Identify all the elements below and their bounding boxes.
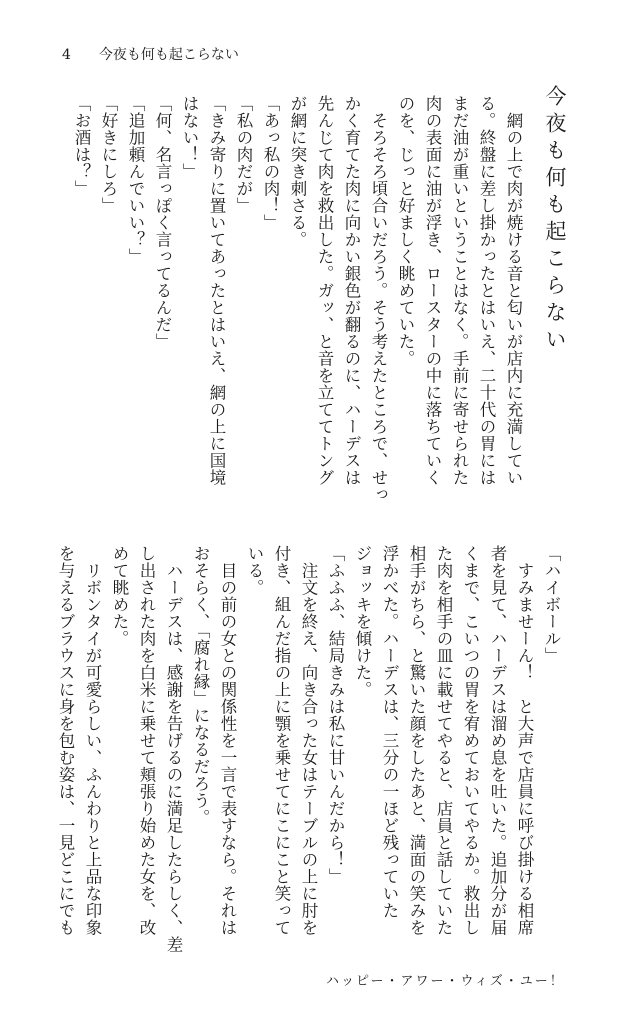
text-line: 「私の肉だが」 (234, 95, 253, 214)
text-line: リボンタイが可愛らしい、ふんわりと上品な印象 (83, 545, 102, 936)
text-line: 付き、組んだ指の上に顎を乗せてにこにこと笑って (272, 545, 291, 936)
text-line: る。終盤に差し掛かったとはいえ、二十代の胃には (477, 95, 496, 486)
text-line: すみませーん！ と大声で店員に呼び掛ける相席 (515, 545, 534, 936)
page-footer: ハッピー・アワー・ウィズ・ユー！ (326, 974, 565, 989)
text-line: くまで、こいつの胃を宥めておいてやるか。救出し (461, 545, 480, 936)
text-line: 「お酒は？」 (72, 95, 91, 197)
text-line: 浮かべた。ハーデスは、三分の一ほど残っていた (380, 545, 399, 919)
text-line: 注文を終え、向き合った女はテーブルの上に肘を (299, 545, 318, 936)
text-line: 網の上で肉が焼ける音と匂いが店内に充満してい (504, 95, 523, 486)
text-line: いる。 (245, 545, 264, 596)
text-line: 「追加頼んでいい？」 (126, 95, 145, 265)
text-line: 先んじて肉を救出した。ガッ、と音を立ててトング (315, 95, 334, 486)
text-line: はない！」 (180, 95, 199, 180)
text-line: ジョッキを傾けた。 (353, 545, 372, 698)
page-header (62, 44, 239, 64)
text-line: ハーデスは、感謝を告げるのに満足したらしく、差 (164, 545, 183, 953)
text-line: 肉の表面に油が浮き、ロースターの中に落ちていく (423, 95, 442, 486)
chapter-title: 今夜も何も起こらない (543, 85, 567, 355)
text-line: のを、じっと好ましく眺めていた。 (396, 95, 415, 367)
text-line: 「好きにしろ」 (99, 95, 118, 214)
text-line: 「ふふふ、結局きみは私に甘いんだから！」 (326, 545, 345, 885)
text-line: し出された肉を白米に乗せて頬張り始めた女を、改 (137, 545, 156, 936)
text-line: そろそろ頃合いだろう。そう考えたところで、せっ (369, 95, 388, 503)
text-line: が網に突き刺さる。 (288, 95, 307, 248)
text-line: かく育てた肉に向かい銀色が翻るのに、ハーデスは (342, 95, 361, 486)
text-line: 「ハイボール」 (542, 545, 561, 664)
page-number: 4 (62, 47, 71, 63)
text-line: を与えるブラウスに身を包む姿は、一見どこにでも (56, 545, 75, 936)
text-line: 目の前の女との関係性を一言で表すなら。それは (218, 545, 237, 936)
text-line: 者を見て、ハーデスは溜め息を吐いた。追加分が届 (488, 545, 507, 936)
text-line: 「何、名言っぽく言ってるんだ」 (153, 95, 172, 350)
text-line: 「きみ寄りに置いてあったとはいえ、網の上に国境 (207, 95, 226, 486)
text-line: 相手がちら、と驚いた顔をしたあと、満面の笑みを (407, 545, 426, 936)
text-line: めて眺めた。 (110, 545, 129, 647)
text-line: た肉を相手の皿に載せてやると、店員と話していた (434, 545, 453, 936)
text-line: まだ油が重いということはなく。手前に寄せられた (450, 95, 469, 486)
text-line: 「あっ私の肉！」 (261, 95, 280, 231)
text-line: おそらく、「腐れ縁」になるだろう。 (191, 545, 210, 826)
running-title: 今夜も何も起こらない (98, 47, 239, 63)
